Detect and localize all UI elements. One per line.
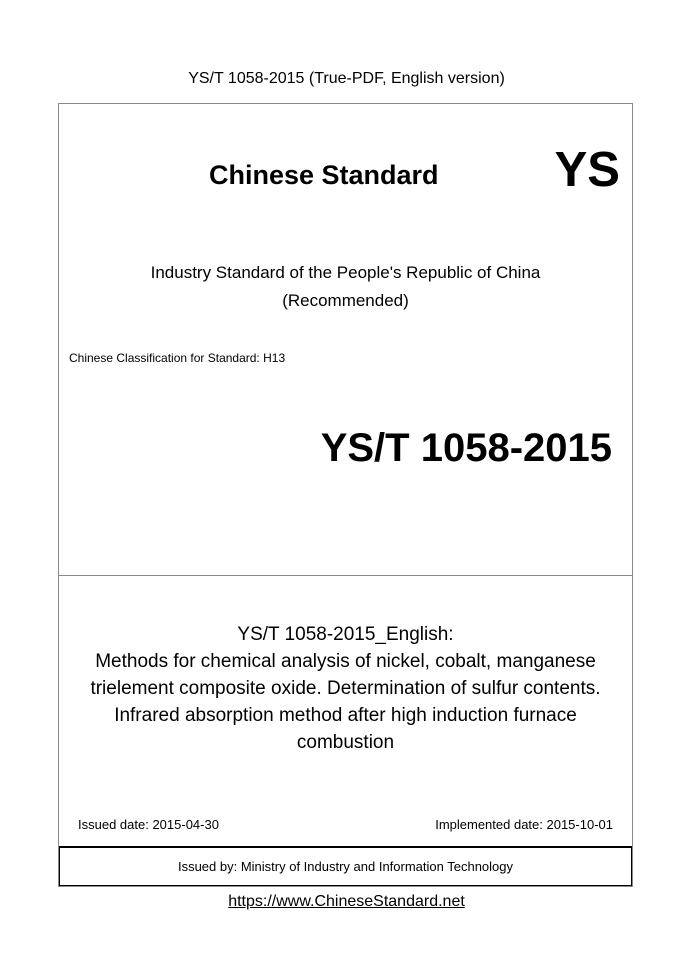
title-line: combustion [296,732,395,753]
website-link[interactable]: https://www.ChineseStandard.net [228,893,465,910]
document-title [59,621,632,756]
title-line: Infrared absorption method after high induction furnace [114,705,577,726]
industry-standard-text [59,259,632,315]
industry-line-1: Industry Standard of the People's Republic of China [150,263,541,282]
title-line: Methods for chemical analysis of nickel, cobalt, manganese [95,651,596,672]
document-header: YS/T 1058-2015 (True-PDF, English version) [188,70,505,87]
cover-top-section [59,104,632,576]
issued-date: Issued date: 2015-04-30 [78,817,219,832]
industry-line-2: (Recommended) [282,291,409,310]
implemented-date: Implemented date: 2015-10-01 [435,817,613,832]
classification-label: Chinese Classification for Standard: H13 [69,351,286,365]
title-line: YS/T 1058-2015_English: [237,624,454,645]
title-line: trielement composite oxide. Determination of sulfur contents. [90,678,601,699]
cover-frame [58,103,633,887]
cover-title-section [59,576,632,846]
issuer-box: Issued by: Ministry of Industry and Information Technology [59,846,632,886]
cover-title: Chinese Standard [209,160,439,190]
standard-number: YS/T 1058-2015 [320,426,612,470]
standard-mark: YS [554,143,620,197]
